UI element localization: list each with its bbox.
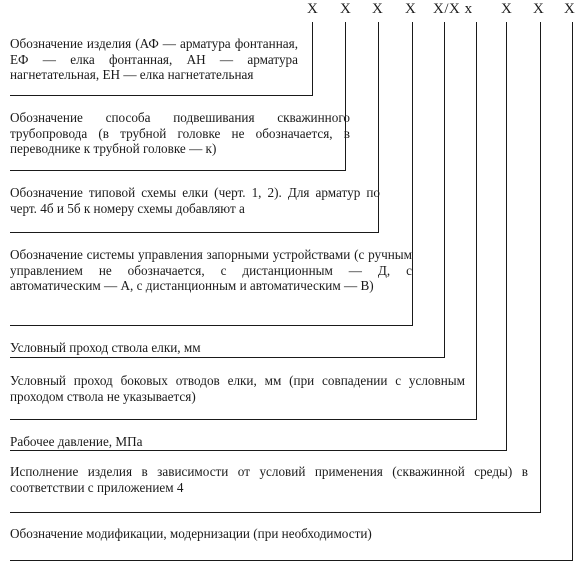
leader-underline-4	[10, 325, 412, 326]
code-position-2: X	[340, 1, 352, 17]
leader-underline-9	[10, 560, 572, 561]
item-9-text: Обозначение модификации, модернизации (при необходимости)	[10, 526, 372, 541]
item-4-text: Обозначение системы управления запорными устройствами (с ручным управлением не обозначается, с дистанционным — Д, с автоматическим — А, с дистанционным и автоматическим — В)	[10, 247, 412, 293]
item-2-text: Обозначение способа подвешивания скважинного трубопровода (в трубной головке не обозначается, в переводнике к трубной головке — к)	[10, 110, 350, 156]
leader-drop-2	[345, 22, 346, 171]
leader-drop-8	[540, 22, 541, 513]
code-position-5: X/X x	[433, 1, 473, 17]
item-8-text: Исполнение изделия в зависимости от условий применения (скважинной среды) в соответствии с приложением 4	[10, 464, 528, 495]
item-6-text: Условный проход боковых отводов елки, мм (при совпадении с условным проходом ствола не указывается)	[10, 373, 465, 404]
leader-drop-5	[444, 22, 445, 358]
leader-drop-9	[572, 22, 573, 561]
code-position-8: X	[564, 1, 576, 17]
item-7-text: Рабочее давление, МПа	[10, 434, 143, 449]
leader-underline-1	[10, 95, 312, 96]
leader-underline-3	[10, 232, 378, 233]
leader-drop-6	[476, 22, 477, 420]
item-3-text: Обозначение типовой схемы елки (черт. 1, 2). Для арматур по черт. 4б и 5б к номеру схемы добавляют а	[10, 185, 380, 216]
leader-drop-7	[506, 22, 507, 451]
item-5-text: Условный проход ствола елки, мм	[10, 340, 201, 355]
code-position-1: X	[307, 1, 319, 17]
leader-drop-3	[378, 22, 379, 233]
leader-drop-1	[312, 22, 313, 96]
item-1-text: Обозначение изделия (АФ — арматура фонтанная, ЕФ — елка фонтанная, АН — арматура нагнетательная, ЕН — елка нагнетательная	[10, 36, 298, 82]
leader-underline-5	[10, 357, 444, 358]
leader-underline-2	[10, 170, 345, 171]
code-position-3: X	[372, 1, 384, 17]
leader-underline-7	[10, 450, 506, 451]
code-position-7: X	[533, 1, 545, 17]
leader-drop-4	[412, 22, 413, 326]
code-position-6: X	[501, 1, 513, 17]
leader-underline-8	[10, 512, 540, 513]
leader-underline-6	[10, 419, 476, 420]
code-position-4: X	[405, 1, 417, 17]
